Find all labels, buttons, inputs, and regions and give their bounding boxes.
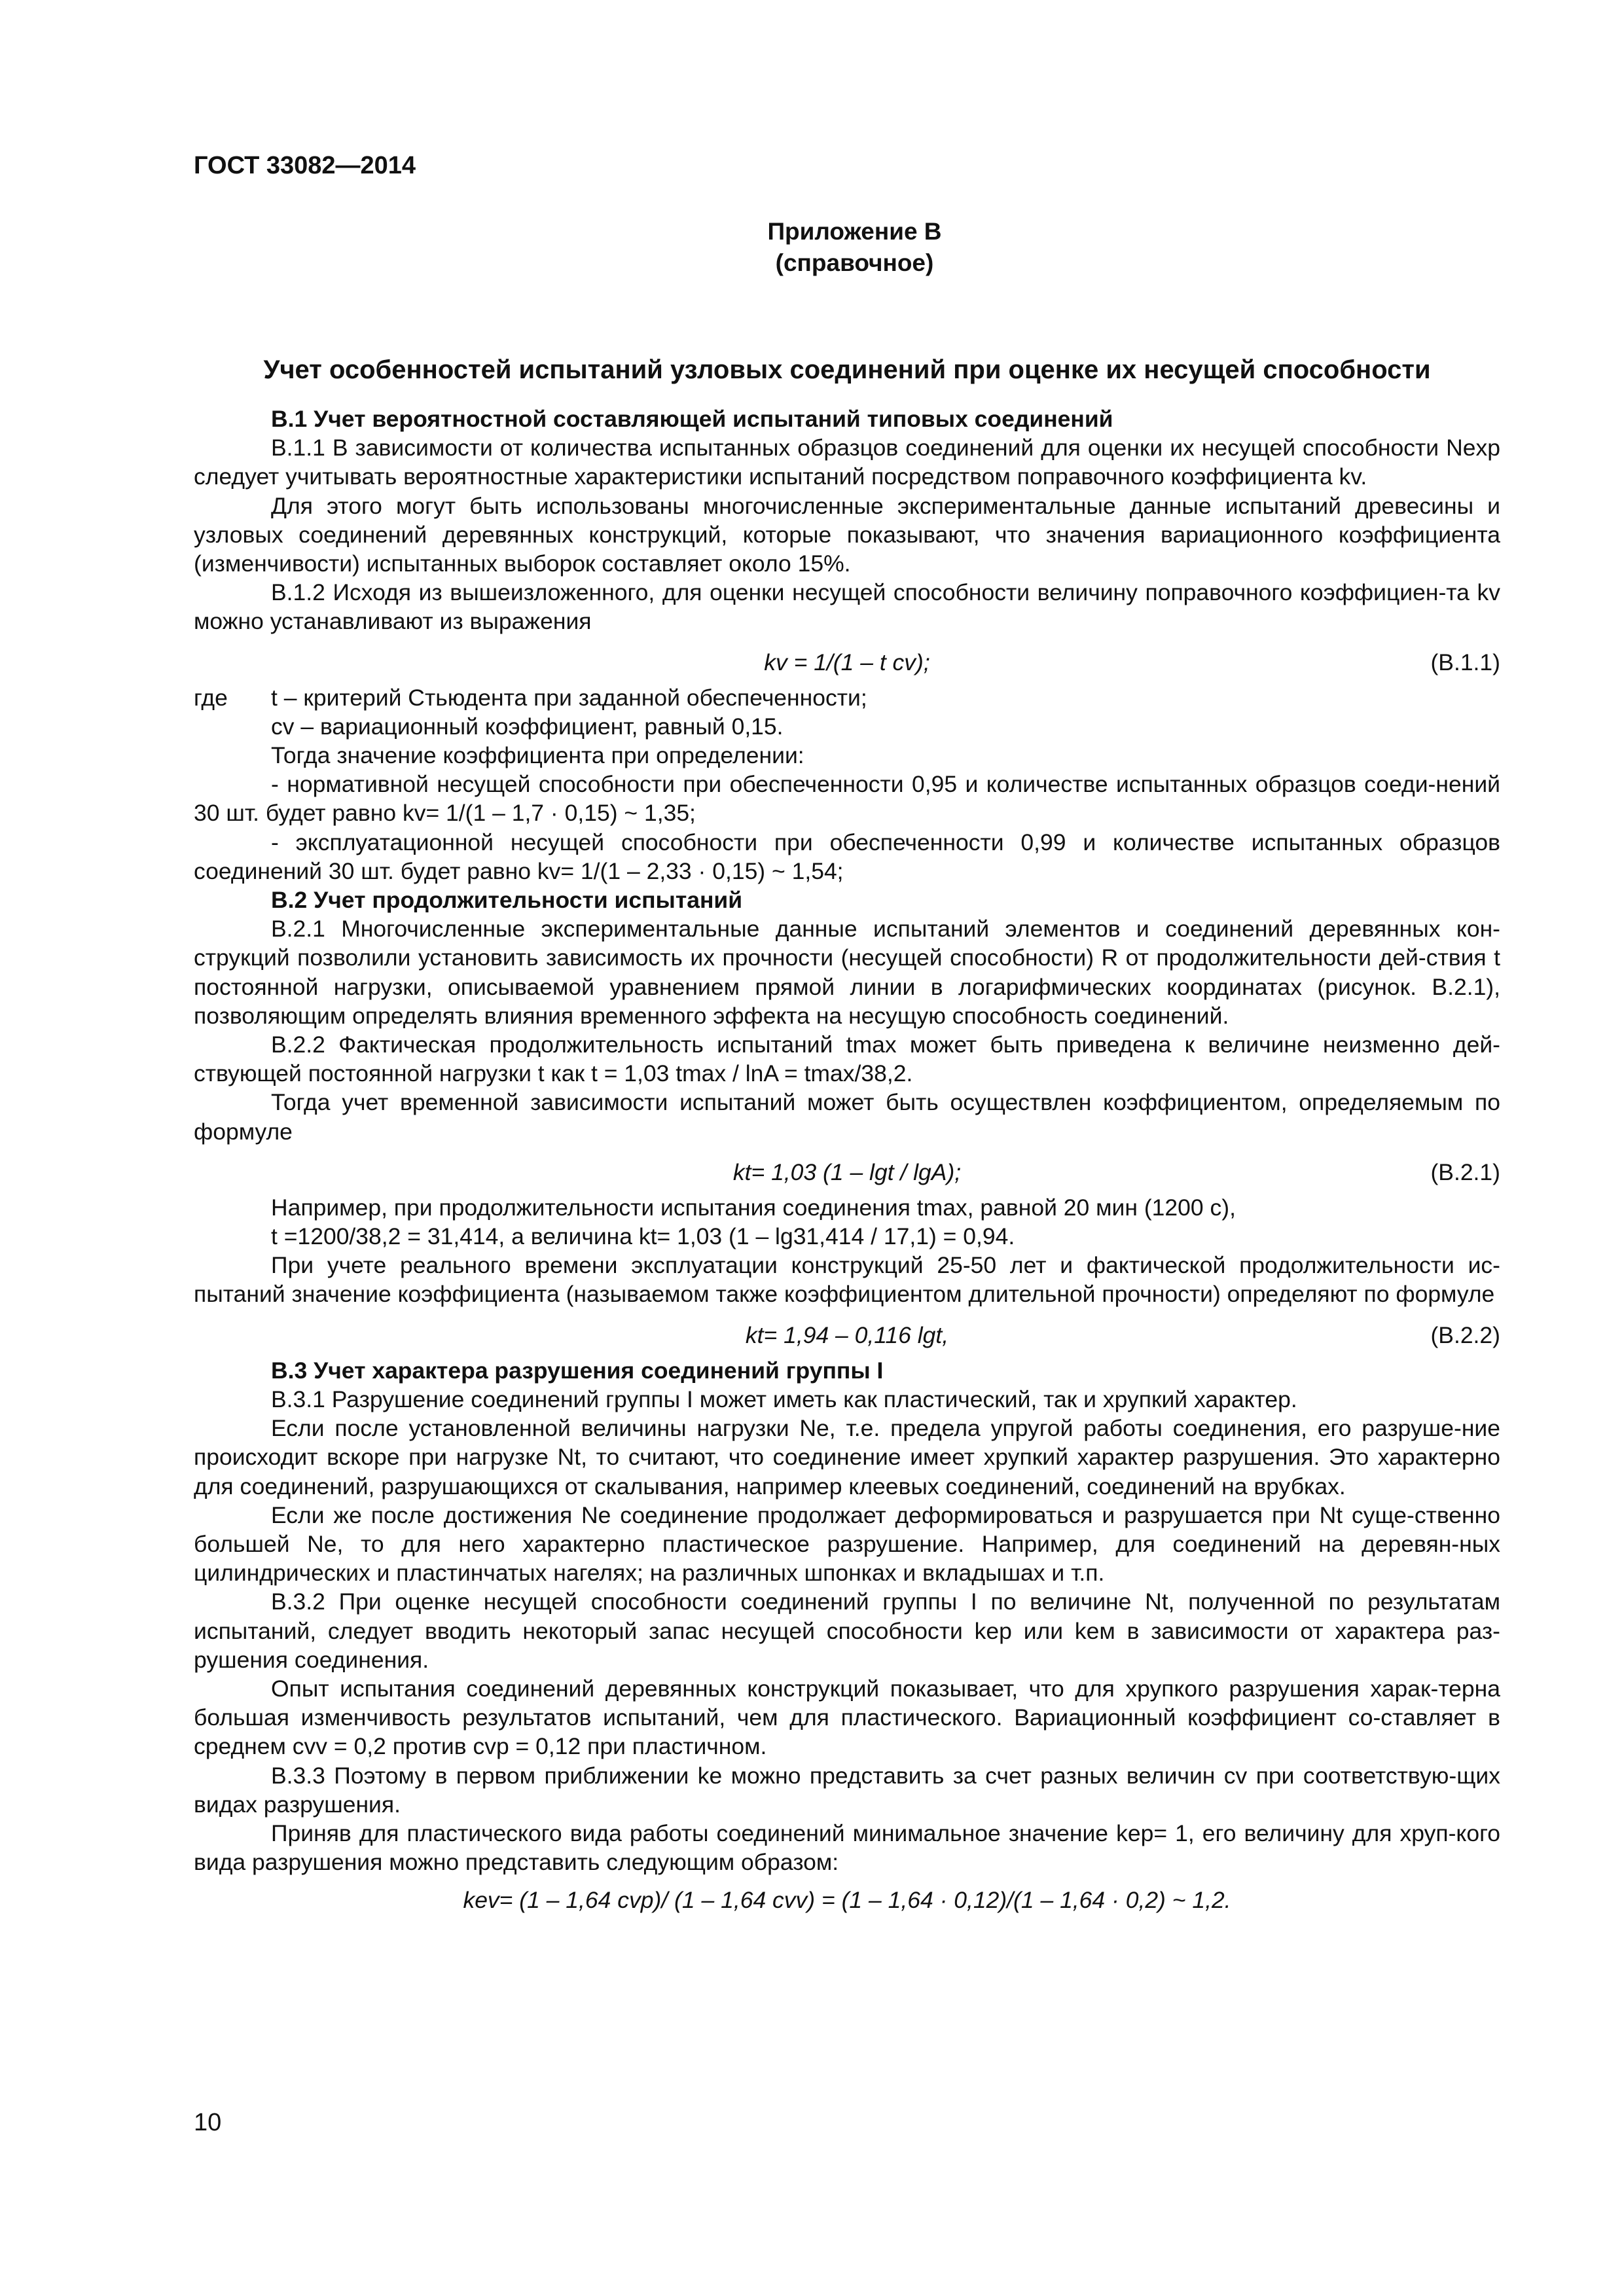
formula-number: (В.1.1) [1430,649,1500,675]
formula: kt= 1,03 (1 – lgt / lgA); [732,1158,962,1185]
paragraph: Например, при продолжительности испытания соединения tmax, равной 20 мин (1200 с), [271,1194,1236,1221]
definition: t – критерий Стьюдента при заданной обеспеченности; [271,684,867,711]
definitions-block [194,683,1500,712]
list-item: - эксплуатационной несущей способности при обеспеченности 0,99 и количестве испытанных образцов соединений 30 шт. будет равно kv= 1/(1 – 2,33 · 0,15) ~ 1,54; [194,829,1500,884]
paragraph: В.2.2 Фактическая продолжительность испытаний tmax может быть приведена к величине неизменно дей-ствующей постоянной нагрузки t как t = 1,03 tmax / lnA = tmax/38,2. [194,1031,1500,1087]
document-title: Учет особенностей испытаний узловых соединений при оценке их несущей способности [263,355,1431,384]
paragraph: В.3.3 Поэтому в первом приближении ke можно представить за счет разных величин cv при соответствую-щих видах разрушения. [194,1762,1500,1818]
paragraph: Тогда значение коэффициента при определении: [271,742,804,769]
paragraph: В.1.2 Исходя из вышеизложенного, для оценки несущей способности величину поправочного коэффициен-та kv можно устанавливают из выражения [194,579,1500,635]
formula-row [194,641,1500,679]
page-number: 10 [194,2109,222,2136]
appendix-type: (справочное) [775,249,934,276]
list-item: - нормативной несущей способности при обеспеченности 0,95 и количестве испытанных образцов соеди-нений 30 шт. будет равно kv= 1/(1 – 1,7 · 0,15) ~ 1,35; [194,771,1500,827]
paragraph: t =1200/38,2 = 31,414, а величина kt= 1,03 (1 – lg31,414 / 17,1) = 0,94. [271,1223,1015,1250]
paragraph: В.3.2 При оценке несущей способности соединений группы I по величине Nt, полученной по результатам испытаний, следует вводить некоторый запас несущей способности kep или keм в зависимости от характера раз-рушения соединения. [194,1588,1500,1673]
standard-header: ГОСТ 33082—2014 [194,152,416,179]
formula: kev= (1 – 1,64 cvp)/ (1 – 1,64 cvv) = (1 – 1,64 · 0,12)/(1 – 1,64 · 0,2) ~ 1,2. [463,1887,1231,1914]
paragraph: Если же после достижения Ne соединение продолжает деформироваться и разрушается при Nt суще-ственно большей Ne, то для него характерно пластическое разрушение. Например, для соединений на деревян-ных цилиндрических и пластинчатых нагелях; на различных шпонках и вкладышах и т.п. [194,1501,1500,1587]
where-label: где [194,684,228,711]
appendix-label: Приложение В [767,218,942,245]
paragraph: Для этого могут быть использованы многочисленные экспериментальные данные испытаний древесины и узловых соединений деревянных конструкций, которые показывают, что значения вариационного коэффициента (изменчивости) испытанных выборок составляет около 15%. [194,492,1500,577]
definition: cv – вариационный коэффициент, равный 0,15. [271,713,784,740]
formula: kt= 1,94 – 0,116 lgt, [745,1321,949,1348]
appendix-heading [0,216,1624,279]
section-heading: В.3 Учет характера разрушения соединений группы I [271,1357,884,1384]
section-heading: В.2 Учет продолжительности испытаний [271,887,743,914]
document-body [194,404,1500,1924]
formula-number: (В.2.1) [1430,1158,1500,1185]
paragraph: Если после установленной величины нагрузки Ne, т.е. предела упругой работы соединения, его разруше-ние происходит вскоре при нагрузке Nt, то считают, что соединение имеет хрупкий характер разрушения. Это характерно для соединений, разрушающихся от скалывания, например клеевых соединений, соединений на врубках. [194,1415,1500,1499]
section-heading: В.1 Учет вероятностной составляющей испытаний типовых соединений [271,406,1113,432]
formula-number: (В.2.2) [1430,1321,1500,1348]
paragraph: В.1.1 В зависимости от количества испытанных образцов соединений для оценки их несущей способности Nexp следует учитывать вероятностные характеристики испытаний посредством поправочного коэффициента kv. [194,435,1500,490]
formula: kv = 1/(1 – t cv); [764,649,930,675]
paragraph: Тогда учет временной зависимости испытаний может быть осуществлен коэффициентом, определяемым по формуле [194,1089,1500,1145]
paragraph: Приняв для пластического вида работы соединений минимальное значение kep= 1, его величину для хруп-кого вида разрушения можно представить следующим образом: [194,1820,1500,1876]
paragraph: При учете реального времени эксплуатации конструкций 25-50 лет и фактической продолжительности ис-пытаний значение коэффициента (называемом также коэффициентом длительной прочности) определяют по формуле [194,1252,1500,1308]
paragraph: В.2.1 Многочисленные экспериментальные данные испытаний элементов и соединений деревянных кон-струкций позволили установить зависимость их прочности (несущей способности) R от продолжительности дей-ствия t постоянной нагрузки, описываемой уравнением прямой линии в логарифмических координатах (рисунок. В.2.1), позволяющим определять влияния временного эффекта на несущую способность соединений. [194,916,1500,1029]
paragraph: Опыт испытания соединений деревянных конструкций показывает, что для хрупкого разрушения харак-терна большая изменчивость результатов испытаний, чем для пластического. Вариационный коэффициент со-ставляет в среднем cvv = 0,2 против cvp = 0,12 при пластичном. [194,1675,1500,1760]
paragraph: В.3.1 Разрушение соединений группы I может иметь как пластический, так и хрупкий характер. [271,1386,1297,1412]
formula-row [194,1151,1500,1189]
formula-row [194,1314,1500,1352]
